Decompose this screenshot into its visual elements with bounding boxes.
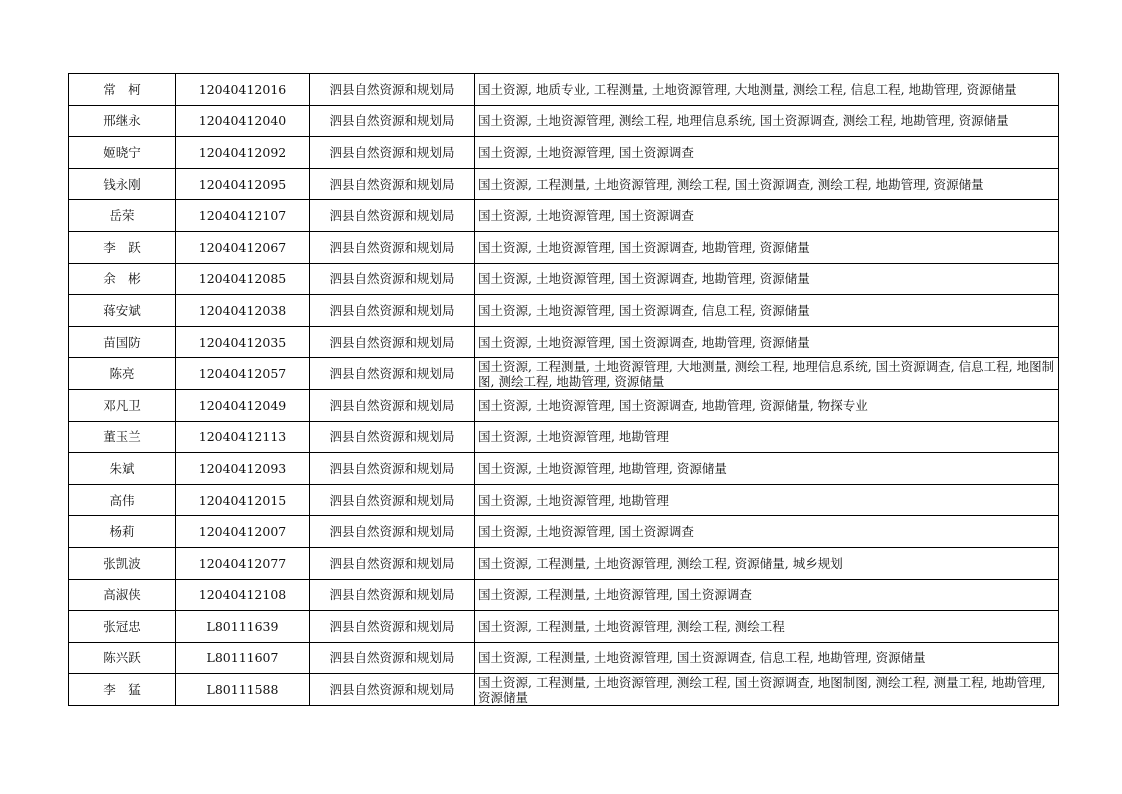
specialties-cell [475,137,1059,169]
specialties-text: 国土资源, 土地资源管理, 国土资源调查 [478,524,694,540]
specialties-text: 国土资源, 地质专业, 工程测量, 土地资源管理, 大地测量, 测绘工程, 信息工程, 地勘管理, 资源储量 [478,81,1017,97]
name-cell: 常 柯 [69,74,176,106]
id-cell: 12040412108 [176,579,310,611]
organization-cell: 泗县自然资源和规划局 [310,611,475,643]
organization-cell: 泗县自然资源和规划局 [310,74,475,106]
organization-cell: 泗县自然资源和规划局 [310,516,475,548]
table-row [69,74,1059,106]
specialties-text: 国土资源, 工程测量, 土地资源管理, 国土资源调查 [478,587,752,603]
specialties-cell [475,326,1059,358]
organization-cell: 泗县自然资源和规划局 [310,579,475,611]
name-cell: 李 跃 [69,231,176,263]
id-cell: 12040412093 [176,453,310,485]
specialties-cell [475,642,1059,674]
specialties-text: 国土资源, 土地资源管理, 国土资源调查, 地勘管理, 资源储量 [478,334,810,350]
organization-cell: 泗县自然资源和规划局 [310,484,475,516]
name-cell: 杨莉 [69,516,176,548]
specialties-text: 国土资源, 工程测量, 土地资源管理, 测绘工程, 资源储量, 城乡规划 [478,555,843,571]
id-cell: 12040412107 [176,200,310,232]
specialties-cell [475,74,1059,106]
specialties-text: 国土资源, 土地资源管理, 国土资源调查 [478,208,694,224]
table-row [69,358,1059,390]
organization-cell: 泗县自然资源和规划局 [310,200,475,232]
organization-cell: 泗县自然资源和规划局 [310,137,475,169]
specialties-cell [475,674,1059,706]
table-row [69,674,1059,706]
organization-cell: 泗县自然资源和规划局 [310,295,475,327]
table-row [69,389,1059,421]
specialties-text: 国土资源, 土地资源管理, 国土资源调查, 信息工程, 资源储量 [478,302,810,318]
id-cell: 12040412015 [176,484,310,516]
name-cell: 董玉兰 [69,421,176,453]
table-row [69,295,1059,327]
organization-cell: 泗县自然资源和规划局 [310,642,475,674]
specialties-cell [475,295,1059,327]
specialties-cell [475,516,1059,548]
id-cell: 12040412067 [176,231,310,263]
specialties-cell [475,231,1059,263]
id-cell: 12040412035 [176,326,310,358]
organization-cell: 泗县自然资源和规划局 [310,231,475,263]
name-cell: 高伟 [69,484,176,516]
table-row [69,263,1059,295]
table-row [69,421,1059,453]
name-cell: 陈亮 [69,358,176,390]
name-cell: 蒋安斌 [69,295,176,327]
specialties-text: 国土资源, 土地资源管理, 测绘工程, 地理信息系统, 国土资源调查, 测绘工程, 地勘管理, 资源储量 [478,113,1009,129]
specialties-cell [475,263,1059,295]
specialties-cell [475,611,1059,643]
specialties-cell [475,105,1059,137]
specialties-cell [475,547,1059,579]
specialties-cell [475,168,1059,200]
table-row [69,326,1059,358]
id-cell: 12040412049 [176,389,310,421]
id-cell: 12040412040 [176,105,310,137]
specialties-cell [475,389,1059,421]
id-cell: 12040412057 [176,358,310,390]
specialties-text: 国土资源, 工程测量, 土地资源管理, 测绘工程, 国土资源调查, 测绘工程, 地勘管理, 资源储量 [478,176,984,192]
organization-cell: 泗县自然资源和规划局 [310,389,475,421]
name-cell: 邢继永 [69,105,176,137]
name-cell: 钱永刚 [69,168,176,200]
name-cell: 李 猛 [69,674,176,706]
organization-cell: 泗县自然资源和规划局 [310,421,475,453]
id-cell: 12040412016 [176,74,310,106]
specialties-cell [475,484,1059,516]
id-cell: 12040412038 [176,295,310,327]
specialties-text: 国土资源, 土地资源管理, 国土资源调查, 地勘管理, 资源储量, 物探专业 [478,397,868,413]
name-cell: 岳荣 [69,200,176,232]
name-cell: 姬晓宁 [69,137,176,169]
specialties-cell [475,421,1059,453]
id-cell: L80111639 [176,611,310,643]
name-cell: 邓凡卫 [69,389,176,421]
organization-cell: 泗县自然资源和规划局 [310,168,475,200]
table-row [69,547,1059,579]
organization-cell: 泗县自然资源和规划局 [310,674,475,706]
specialties-text: 国土资源, 工程测量, 土地资源管理, 测绘工程, 测绘工程 [478,618,785,634]
organization-cell: 泗县自然资源和规划局 [310,453,475,485]
organization-cell: 泗县自然资源和规划局 [310,326,475,358]
id-cell: 12040412113 [176,421,310,453]
id-cell: L80111588 [176,674,310,706]
table-row [69,453,1059,485]
table-row [69,579,1059,611]
specialties-text: 国土资源, 工程测量, 土地资源管理, 大地测量, 测绘工程, 地理信息系统, 国土资源调查, 信息工程, 地图制图, 测绘工程, 地勘管理, 资源储量 [478,358,1055,389]
name-cell: 陈兴跃 [69,642,176,674]
id-cell: L80111607 [176,642,310,674]
table-row [69,642,1059,674]
table-body [69,74,1059,706]
specialties-cell [475,453,1059,485]
organization-cell: 泗县自然资源和规划局 [310,358,475,390]
table-row [69,200,1059,232]
organization-cell: 泗县自然资源和规划局 [310,263,475,295]
id-cell: 12040412077 [176,547,310,579]
specialties-text: 国土资源, 土地资源管理, 国土资源调查, 地勘管理, 资源储量 [478,271,810,287]
id-cell: 12040412095 [176,168,310,200]
name-cell: 张冠忠 [69,611,176,643]
table-row [69,105,1059,137]
name-cell: 朱斌 [69,453,176,485]
table-row [69,516,1059,548]
id-cell: 12040412092 [176,137,310,169]
specialties-text: 国土资源, 土地资源管理, 国土资源调查 [478,144,694,160]
specialties-text: 国土资源, 土地资源管理, 国土资源调查, 地勘管理, 资源储量 [478,239,810,255]
organization-cell: 泗县自然资源和规划局 [310,547,475,579]
table-row [69,168,1059,200]
specialties-text: 国土资源, 土地资源管理, 地勘管理 [478,492,669,508]
specialties-cell [475,579,1059,611]
name-cell: 苗国防 [69,326,176,358]
name-cell: 余 彬 [69,263,176,295]
table-row [69,137,1059,169]
name-cell: 高淑侠 [69,579,176,611]
specialties-cell [475,200,1059,232]
specialties-text: 国土资源, 工程测量, 土地资源管理, 国土资源调查, 信息工程, 地勘管理, 资源储量 [478,650,926,666]
id-cell: 12040412007 [176,516,310,548]
specialties-text: 国土资源, 工程测量, 土地资源管理, 测绘工程, 国土资源调查, 地图制图, 测绘工程, 测量工程, 地勘管理, 资源储量 [478,674,1046,705]
organization-cell: 泗县自然资源和规划局 [310,105,475,137]
name-cell: 张凯波 [69,547,176,579]
table-row [69,231,1059,263]
table-row [69,484,1059,516]
id-cell: 12040412085 [176,263,310,295]
table-row [69,611,1059,643]
specialties-text: 国土资源, 土地资源管理, 地勘管理 [478,429,669,445]
specialties-cell [475,358,1059,390]
specialties-text: 国土资源, 土地资源管理, 地勘管理, 资源储量 [478,460,727,476]
expert-table [68,73,1059,706]
